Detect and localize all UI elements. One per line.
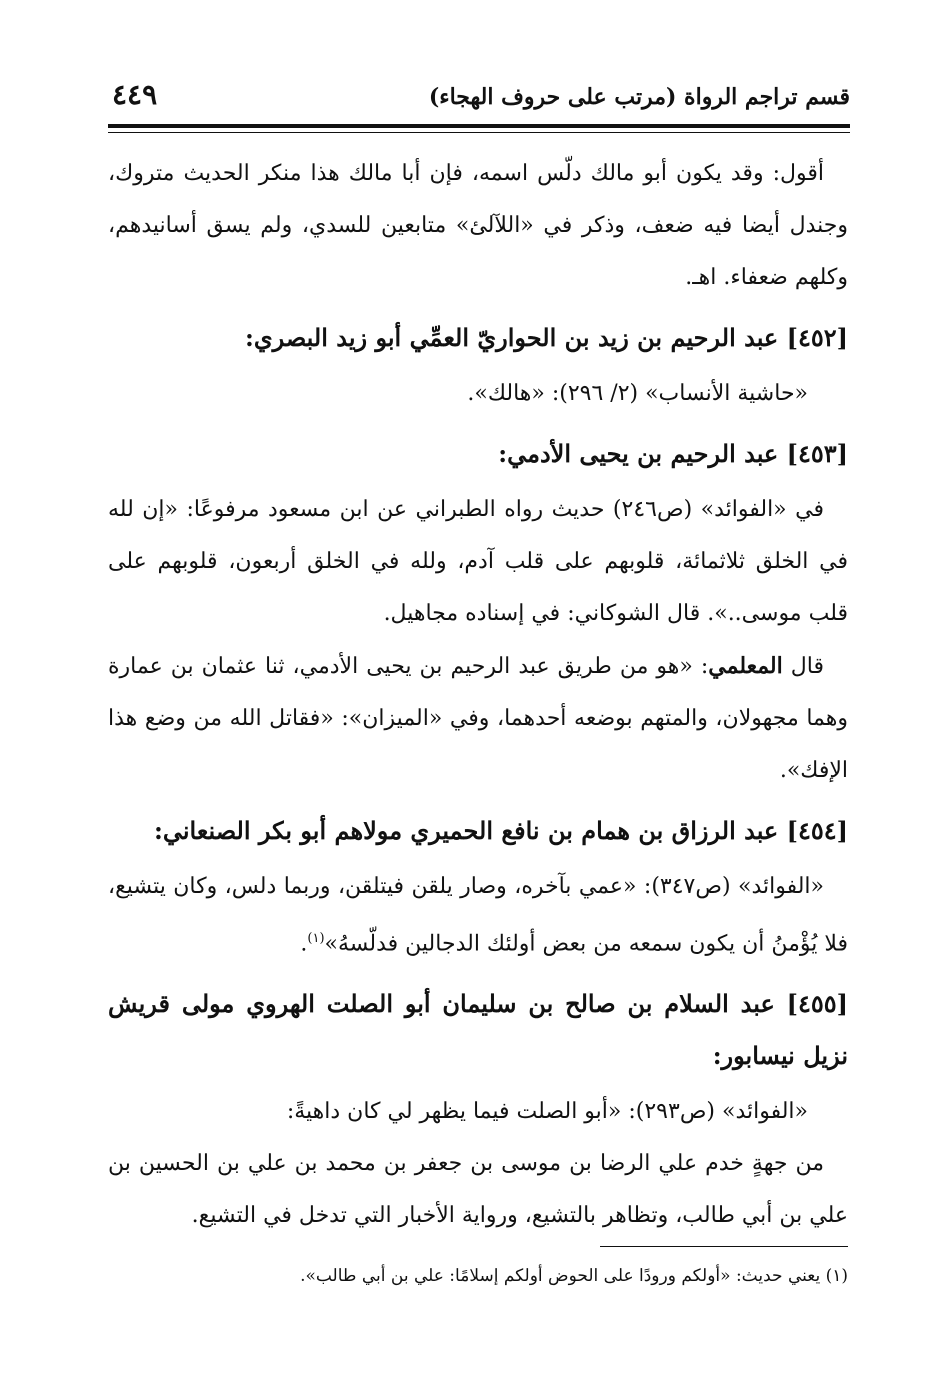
header-rule-thick: [108, 124, 850, 128]
paragraph-aqool: أقول: وقد يكون أبو مالك دلّس اسمه، فإن أبا مالك هذا منكر الحديث متروك، وجندل أيضا فيه ضعف، وذكر في «اللآلئ» متابعين للسدي، ولم يسق أسانيدهم، وكلهم ضعفاء. اهـ.: [108, 161, 848, 290]
entry-text-455: من جهةٍ خدم علي الرضا بن موسى بن جعفر بن محمد بن علي بن الحسين بن علي بن أبي طالب، وتظاهر بالتشيع، ورواية الأخبار التي تدخل في التشيع.: [108, 1151, 848, 1229]
entry-heading-454: [٤٥٤] عبد الرزاق بن همام بن نافع الحميري مولاهم أبو بكر الصنعاني:: [154, 816, 848, 845]
page-number: ٤٤٩: [112, 78, 158, 111]
entry-heading-453: [٤٥٣] عبد الرحيم بن يحيى الأدمي:: [498, 439, 848, 468]
entry-source-455: «الفوائد» (ص٢٩٣): «أبو الصلت فيما يظهر لي كان داهيةً:: [286, 1099, 808, 1125]
entry-text-453-a: في «الفوائد» (ص٢٤٦) حديث رواه الطبراني عن ابن مسعود مرفوعًا: «إن لله في الخلق ثلاثمائة، قلوبهم على قلب آدم، ولله في الخلق أربعون، قلوبهم على قلب موسى..». قال الشوكاني: في إسناده مجاهيل.: [108, 497, 848, 626]
page-body: [108, 148, 848, 1242]
entry-heading-452: [٤٥٢] عبد الرحيم بن زيد بن الحواريّ العمِّي أبو زيد البصري:: [244, 323, 848, 352]
entry-text-454-end: .: [300, 931, 308, 957]
qal-prefix: قال: [782, 654, 825, 679]
footnote-marker: (١): [307, 931, 325, 946]
footnote-separator: [600, 1246, 848, 1247]
page-header: [108, 78, 850, 118]
footnote-1: (١) يعني حديث: «أولكم ورودًا على الحوض أولكم إسلامًا: علي بن أبي طالب».: [300, 1266, 848, 1286]
entry-text-454: [108, 861, 848, 970]
author-name: المعلمي: [708, 653, 783, 679]
entry-text-453-b: [108, 640, 848, 797]
entry-text-454-body: «الفوائد» (ص٣٤٧): «عمي بآخره، وصار يلقن فيتلقن، وربما دلس، وكان يتشيع، فلا يُؤْمنُ أن يكون سمعه من بعض أولئك الدجالين فدلّسهُ»: [108, 874, 848, 957]
entry-heading-455: [٤٥٥] عبد السلام بن صالح بن سليمان أبو الصلت الهروي مولى قريش نزيل نيسابور:: [108, 989, 848, 1071]
header-rule-thin: [108, 132, 850, 133]
entry-source-452: «حاشية الأنساب» (٢/ ٢٩٦): «هالك».: [467, 381, 808, 406]
quote-text: : «هو من طريق عبد الرحيم بن يحيى الأدمي، ثنا عثمان بن عمارة وهما مجهولان، والمتهم بوضعه أحدهما، وفي «الميزان»: «فقاتل الله من وضع هذا الإفك».: [108, 654, 848, 783]
running-title: قسم تراجم الرواة (مرتب على حروف الهجاء): [428, 84, 850, 110]
